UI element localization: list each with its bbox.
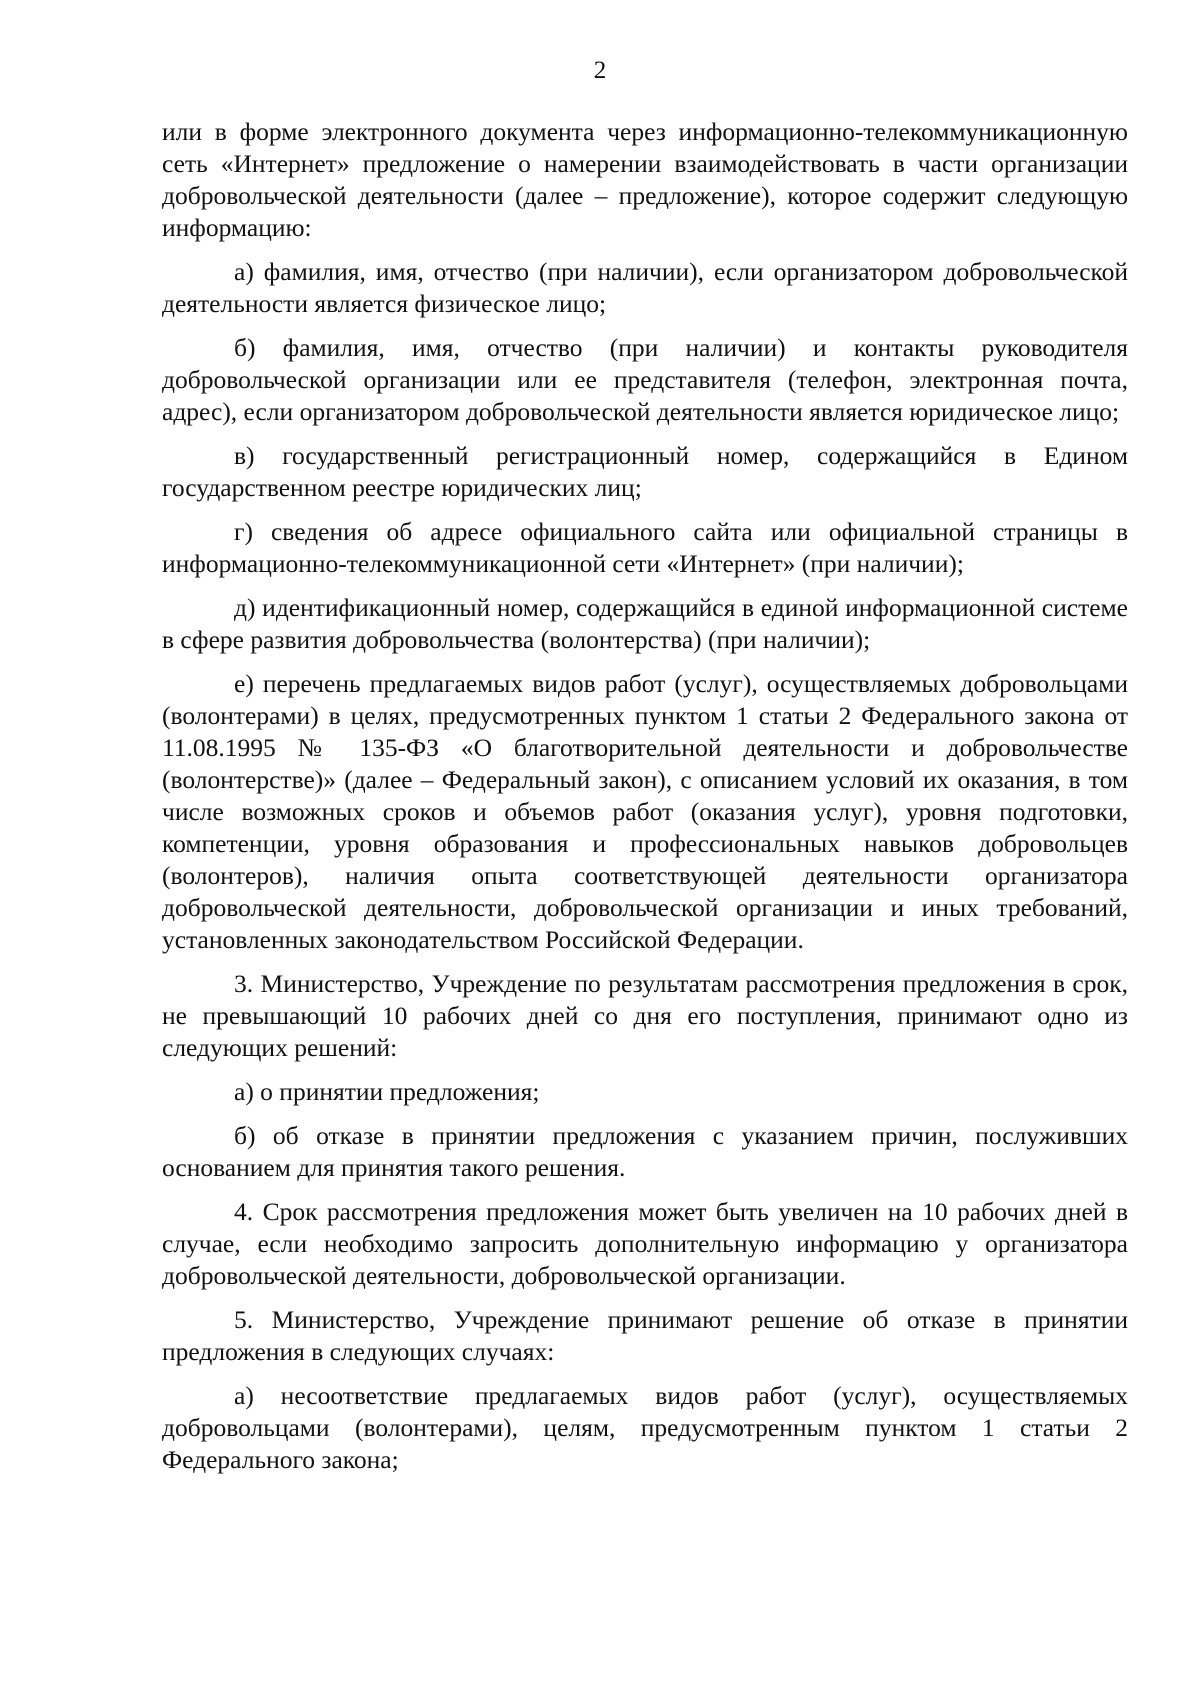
paragraph-item-v-registration: в) государственный регистрационный номер, содержащийся в Едином государственном реестре юридических лиц; <box>162 441 1128 502</box>
paragraph-section-3-b: б) об отказе в принятии предложения с указанием причин, послуживших основанием для принятия такого решения. <box>162 1121 1128 1182</box>
paragraph-item-a-name: а) фамилия, имя, отчество (при наличии), если организатором добровольческой деятельности является физическое лицо; <box>162 257 1128 318</box>
page-number: 2 <box>593 57 607 84</box>
paragraph-item-d-identifier: д) идентификационный номер, содержащийся в единой информационной системе в сфере развития добровольчества (волонтерства) (при наличии); <box>162 593 1128 654</box>
document-body <box>162 116 1128 1488</box>
paragraph-section-3-a: а) о принятии предложения; <box>234 1077 540 1106</box>
paragraph-section-5: 5. Министерство, Учреждение принимают решение об отказе в принятии предложения в следующих случаях: <box>162 1305 1128 1366</box>
paragraph-section-4: 4. Срок рассмотрения предложения может быть увеличен на 10 рабочих дней в случае, если необходимо запросить дополнительную информацию у организатора добровольческой деятельности, добровольческой организации. <box>162 1197 1128 1290</box>
paragraph-item-g-website: г) сведения об адресе официального сайта или официальной страницы в информационно-телекоммуникационной сети «Интернет» (при наличии); <box>162 517 1128 578</box>
paragraph-section-3: 3. Министерство, Учреждение по результатам рассмотрения предложения в срок, не превышающий 10 рабочих дней со дня его поступления, принимают одно из следующих решений: <box>162 969 1128 1062</box>
paragraph-section-5-a: а) несоответствие предлагаемых видов работ (услуг), осуществляемых добровольцами (волонтерами), целям, предусмотренным пунктом 1 статьи 2 Федерального закона; <box>162 1381 1128 1474</box>
paragraph-item-b-contacts: б) фамилия, имя, отчество (при наличии) и контакты руководителя добровольческой организации или ее представителя (телефон, электронная почта, адрес), если организатором добровольческой деятельности является юридическое лицо; <box>162 333 1128 426</box>
paragraph-item-e-work-list: е) перечень предлагаемых видов работ (услуг), осуществляемых добровольцами (волонтерами) в целях, предусмотренных пунктом 1 статьи 2 Федерального закона от 11.08.1995 № 135-ФЗ «О благотворительной деятельности и добровольчестве (волонтерстве)» (далее – Федеральный закон), с описанием условий их оказания, в том числе возможных сроков и объемов работ (оказания услуг), уровня подготовки, компетенции, уровня образования и профессиональных навыков добровольцев (волонтеров), наличия опыта соответствующей деятельности организатора добровольческой деятельности, добровольческой организации и иных требований, установленных законодательством Российской Федерации. <box>162 669 1128 954</box>
paragraph-proposal-intro: или в форме электронного документа через информационно-телекоммуникационную сеть «Интернет» предложение о намерении взаимодействовать в части организации добровольческой деятельности (далее – предложение), которое содержит следующую информацию: <box>162 117 1128 242</box>
